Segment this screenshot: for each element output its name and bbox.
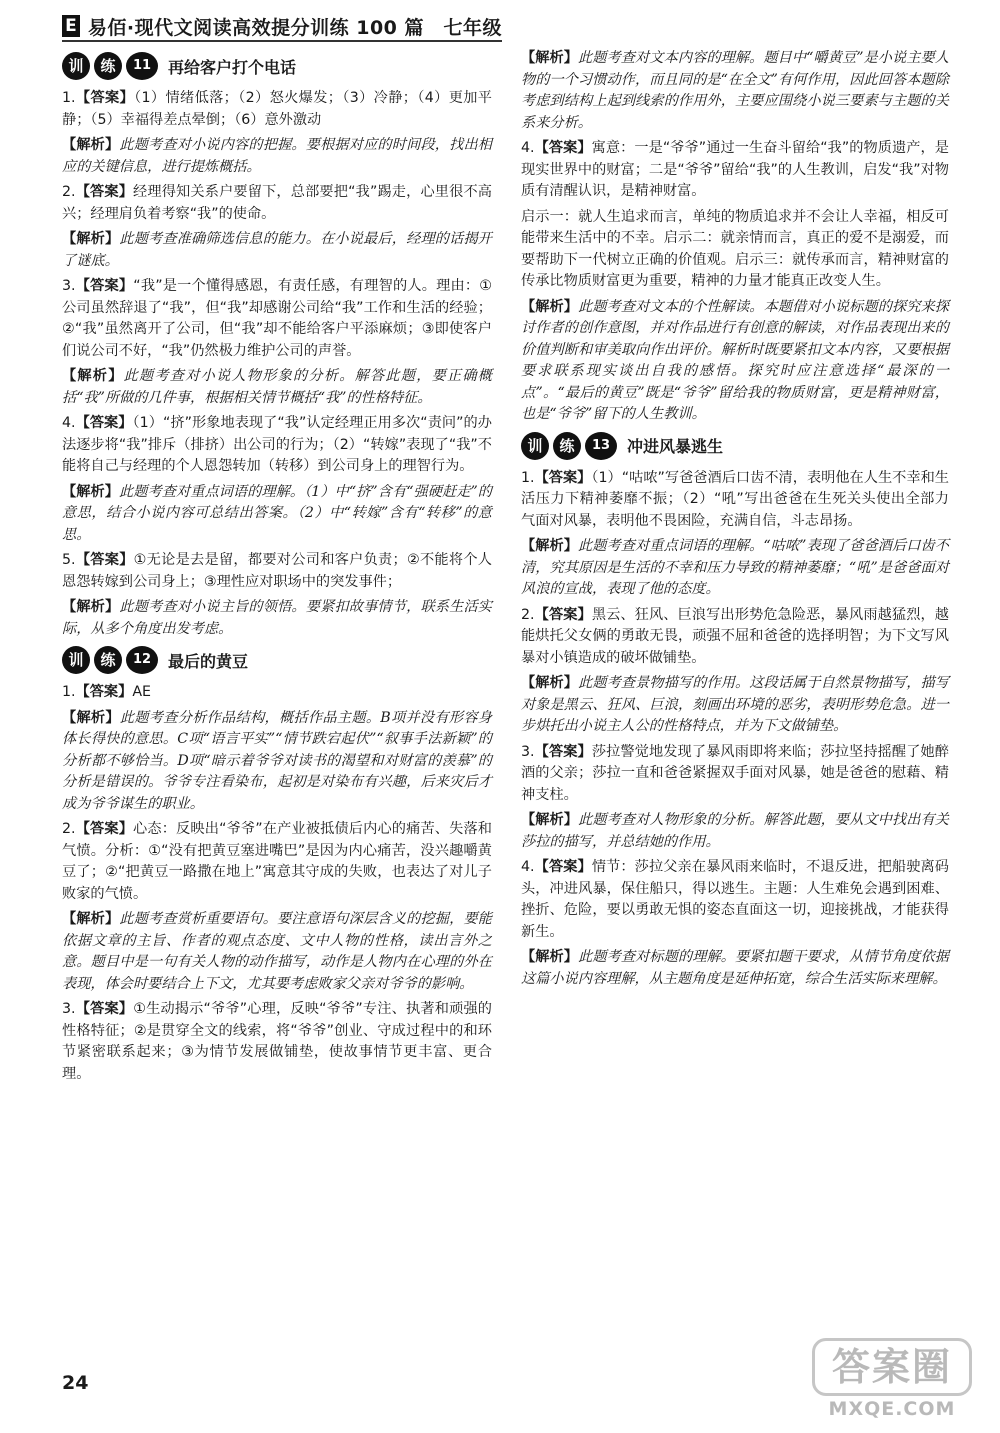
answer-paragraph (62, 550, 492, 593)
question-number: 2. (62, 821, 76, 837)
analysis-text: 此题考查景物描写的作用。这段话属于自然景物描写，描写对象是黑云、狂风、巨浪，刻画出环境的恶劣，表明形势危急。进一步烘托出小说主人公的性格特点，并为下文做铺垫。 (521, 675, 949, 734)
analysis-text: 此题考查对人物形象的分析。解答此题，要从文中找出有关莎拉的描写，并总结她的作用。 (521, 812, 949, 850)
section-title: 冲进风暴逃生 (627, 437, 724, 456)
analysis-text: 此题考查赏析重要语句。要注意语句深层含义的挖掘，要能依据文章的主旨、作者的观点态度、文中人物的性格，读出言外之意。题目中是一句有关人物的动作描写，动作是人物内在心理的外在表现，体会时要结合上下文，尤其要考虑败家父亲对爷爷的影响。 (62, 911, 492, 992)
answer-label: 【答案】 (75, 184, 134, 200)
answer-label: 【答案】 (75, 90, 135, 106)
question-number: 2. (62, 184, 76, 200)
answer-label: 【答案】 (75, 278, 134, 294)
question-number: 1. (62, 684, 76, 700)
question-number: 1. (521, 469, 535, 486)
answer-paragraph (521, 857, 949, 943)
analysis-paragraph (521, 810, 949, 853)
analysis-label: 【解析】 (62, 599, 120, 615)
section-title: 再给客户打个电话 (168, 57, 297, 77)
answer-label: 【答案】 (75, 821, 134, 837)
analysis-text: 此题考查分析作品结构，概括作品主题。B项并没有形容身体长得快的意思。C项“语言平实”“情节跌宕起伏”“叙事手法新颖”的分析都不够恰当。D项“暗示着爷爷对读书的渴望和对财富的羡慕”的分析是错误的。爷爷专注看染布，起初是对染布有兴趣，后来灾后才成为爷爷谋生的职业。 (62, 709, 492, 812)
answer-text: AE (132, 684, 151, 700)
answer-paragraph (521, 138, 949, 203)
book-title: 易佰·现代文阅读高效提分训练 100 篇 七年级 (87, 16, 502, 39)
analysis-paragraph (62, 597, 492, 640)
answer-paragraph (62, 819, 492, 905)
watermark-logo (812, 1338, 972, 1428)
section-number-badge: 11 (126, 52, 158, 80)
analysis-label: 【解析】 (521, 949, 579, 965)
answer-label: 【答案】 (75, 1001, 134, 1017)
answer-text: 情节：莎拉父亲在暴风雨来临时，不退反进，把船驶离码头，冲进风暴，保住船只，得以逃生。主题：人生难免会遇到困难、挫折、危险，要以勇敢无惧的姿态直面这一切，迎接挑战，才能获得新生。 (521, 859, 949, 940)
analysis-text: 此题考查对小说人物形象的分析。解答此题，要正确概括“我”所做的几件事，根据相关情节概括“我”的性格特征。 (62, 368, 492, 406)
analysis-paragraph (62, 135, 492, 178)
answer-label: 【答案】 (534, 859, 592, 875)
answer-label: 【答案】 (534, 606, 592, 623)
analysis-label: 【解析】 (62, 483, 119, 500)
answer-label: 【答案】 (534, 469, 592, 486)
analysis-text: 此题考查对文本的个性解读。本题借对小说标题的探究来探讨作者的创作意图，并对作品进行有创意的解读，对作品表现出来的价值判断和审美取向作出评价。解析时既要紧扣文本内容，又要根据要求联系现实谈出自我的感悟。探究时应注意选择“最深的一点”。“最后的黄豆”既是“爷爷”留给我的物质财富，更是精神财富，也是“爷爷”留下的人生教训。 (521, 298, 949, 422)
section-number-badge: 13 (585, 432, 617, 460)
analysis-text: 此题考查准确筛选信息的能力。在小说最后，经理的话揭开了谜底。 (62, 231, 492, 269)
analysis-label: 【解析】 (62, 709, 120, 726)
watermark-url: MXQE.COM (828, 1398, 956, 1420)
analysis-text: 此题考查对标题的理解。要紧扣题干要求，从情节角度依据这篇小说内容理解，从主题角度是延伸拓宽，综合生活实际来理解。 (521, 949, 949, 987)
question-number: 2. (521, 606, 535, 623)
question-number: 3. (62, 1001, 76, 1017)
answer-label: 【答案】 (75, 684, 133, 700)
analysis-label: 【解析】 (62, 231, 120, 247)
question-number: 4. (62, 415, 76, 431)
analysis-text: 此题考查对重点词语的理解。“咕哝”表现了爸爸酒后口齿不清，究其原因是生活的不幸和压力导致的精神萎靡；“吼”是爸爸面对风浪的宣战，表现了他的态度。 (521, 538, 949, 597)
analysis-paragraph (521, 947, 949, 990)
analysis-paragraph (521, 48, 949, 134)
analysis-paragraph (62, 482, 492, 547)
section-title: 最后的黄豆 (168, 651, 249, 671)
analysis-paragraph (521, 673, 949, 738)
answer-text: 黑云、狂风、巨浪写出形势危急险恶，暴风雨越猛烈，越能烘托父女俩的勇敢无畏，顽强不屈和爸爸的选择明智；为下文写风暴对小镇造成的破坏做铺垫。 (521, 606, 949, 666)
section-number-badge: 12 (126, 646, 158, 674)
question-number: 4. (521, 140, 535, 156)
section-heading (62, 50, 492, 82)
analysis-label: 【解析】 (521, 538, 579, 554)
answer-text: （1）情绪低落；（2）怒火爆发；（3）冷静；（4）更加平静；（5）幸福得差点晕倒；（6）意外激动 (62, 90, 492, 128)
section-badge: 训 (521, 432, 549, 460)
answer-text: ①生动揭示“爷爷”心理，反映“爷爷”专注、执著和顽强的性格特征；②是贯穿全文的线索，将“爷爷”创业、守成过程中的和环节紧密联系起来；③为情节发展做铺垫，使故事情节更丰富、更合理。 (62, 1001, 492, 1082)
analysis-label: 【解析】 (62, 368, 124, 384)
analysis-label: 【解析】 (62, 137, 120, 153)
answer-text: 心态：反映出“爷爷”在产业被抵债后内心的痛苦、失落和气愤。分析：①“没有把黄豆塞进嘴巴”是因为内心痛苦，没兴趣嚼黄豆了；②“把黄豆一路撒在地上”寓意其守成的失败，也表达了对儿子败家的气愤。 (62, 821, 492, 902)
answer-paragraph (62, 413, 492, 478)
answer-paragraph (62, 88, 492, 131)
answer-label: 【答案】 (75, 415, 133, 431)
analysis-paragraph (521, 297, 949, 426)
header-divider (62, 40, 502, 42)
answer-paragraph (521, 742, 949, 807)
analysis-label: 【解析】 (521, 298, 579, 315)
analysis-label: 【解析】 (521, 675, 579, 691)
answer-label: 【答案】 (534, 140, 592, 156)
analysis-label: 【解析】 (521, 50, 579, 66)
analysis-text: 此题考查对小说内容的把握。要根据对应的时间段，找出相应的关键信息，进行提炼概括。 (62, 137, 492, 175)
answer-paragraph (62, 999, 492, 1085)
analysis-paragraph (62, 229, 492, 272)
answer-paragraph (521, 605, 949, 670)
question-number: 1. (62, 90, 76, 106)
answer-text: 莎拉警觉地发现了暴风雨即将来临；莎拉坚持摇醒了她醉酒的父亲；莎拉一直和爸爸紧握双手面对风暴，她是爸爸的慰藉、精神支柱。 (521, 743, 949, 803)
analysis-paragraph (62, 708, 492, 816)
answer-text: ①无论是去是留，都要对公司和客户负责；②不能将个人恩怨转嫁到公司身上；③理性应对职场中的突发事件； (62, 552, 492, 590)
section-badge: 训 (62, 52, 90, 80)
question-number: 5. (62, 552, 76, 568)
analysis-paragraph (62, 366, 492, 409)
section-badge: 练 (553, 432, 581, 460)
section-heading (521, 430, 949, 462)
answer-text: （1）“挤”形象地表现了“我”认定经理正用多次“责问”的办法逐步将“我”排斥（排挤）出公司的行为；（2）“转嫁”表现了“我”不能将自己与经理的个人恩怨转加（转移）到公司身上的理智行为。 (62, 415, 492, 474)
question-number: 3. (62, 278, 76, 294)
question-number: 3. (521, 743, 535, 760)
answer-label: 【答案】 (75, 552, 134, 568)
analysis-text: 此题考查对重点词语的理解。（1）中“挤”含有“强硬赶走”的意思，结合小说内容可总结出答案。（2）中“转嫁”含有“转移”的意思。 (62, 483, 492, 543)
section-heading (62, 644, 492, 676)
section-badge: 练 (94, 646, 122, 674)
answer-text: 经理得知关系户要留下，总部要把“我”踢走，心里很不高兴；经理肩负着考察“我”的使命。 (62, 184, 492, 222)
section-badge: 练 (94, 52, 122, 80)
analysis-paragraph (62, 909, 492, 995)
page-number: 24 (62, 1372, 89, 1394)
analysis-paragraph (521, 536, 949, 601)
answer-paragraph (521, 468, 949, 533)
answer-paragraph (62, 182, 492, 225)
analysis-text: 此题考查对小说主旨的领悟。要紧扣故事情节，联系生活实际，从多个角度出发考虑。 (62, 599, 492, 637)
right-column (521, 48, 949, 994)
watermark-text: 答案圈 (812, 1338, 972, 1396)
answer-label: 【答案】 (534, 743, 592, 760)
section-badge: 训 (62, 646, 90, 674)
book-logo-icon: E (62, 15, 80, 37)
question-number: 4. (521, 859, 535, 875)
answer-continuation: 启示一：就人生追求而言，单纯的物质追求并不会让人幸福，相反可能带来生活中的不幸。启示二：就亲情而言，真正的爱不是溺爱，而要帮助下一代树立正确的价值观。启示三：就传承而言，精神财富的传承比物质财富更为重要，精神的力量才能真正改变人生。 (521, 208, 949, 289)
left-column (62, 48, 492, 1089)
analysis-text: 此题考查对文本内容的理解。题目中“嚼黄豆”是小说主要人物的一个习惯动作，而且同的是“在全文”有何作用，因此回答本题除考虑到结构上起到线索的作用外，主要应围绕小说三要素与主题的关系来分析。 (521, 50, 949, 131)
answer-text: 寓意：一是“爷爷”通过一生奋斗留给“我”的物质遗产，是现实世界中的财富；二是“爷爷”留给“我”的人生教训，启发“我”对物质有清醒认识，是精神财富。 (521, 140, 949, 199)
answer-text: “我”是一个懂得感恩，有责任感，有理智的人。理由：①公司虽然辞退了“我”，但“我”却感谢公司给“我”工作和生活的经验；②“我”虽然离开了公司，但“我”却不能给客户平添麻烦；③即使客户们说公司不好，“我”仍然极力维护公司的声誉。 (62, 278, 492, 359)
answer-paragraph (62, 682, 492, 704)
analysis-label: 【解析】 (62, 911, 120, 927)
analysis-label: 【解析】 (521, 812, 579, 828)
answer-paragraph (62, 276, 492, 362)
answer-text: （1）“咕哝”写爸爸酒后口齿不清，表明他在人生不幸和生活压力下精神萎靡不振；（2）“吼”写出爸爸在生死关头使出全部力气面对风暴，表明他不畏困险，充满自信，斗志昂扬。 (521, 469, 949, 529)
page-header (62, 8, 502, 44)
